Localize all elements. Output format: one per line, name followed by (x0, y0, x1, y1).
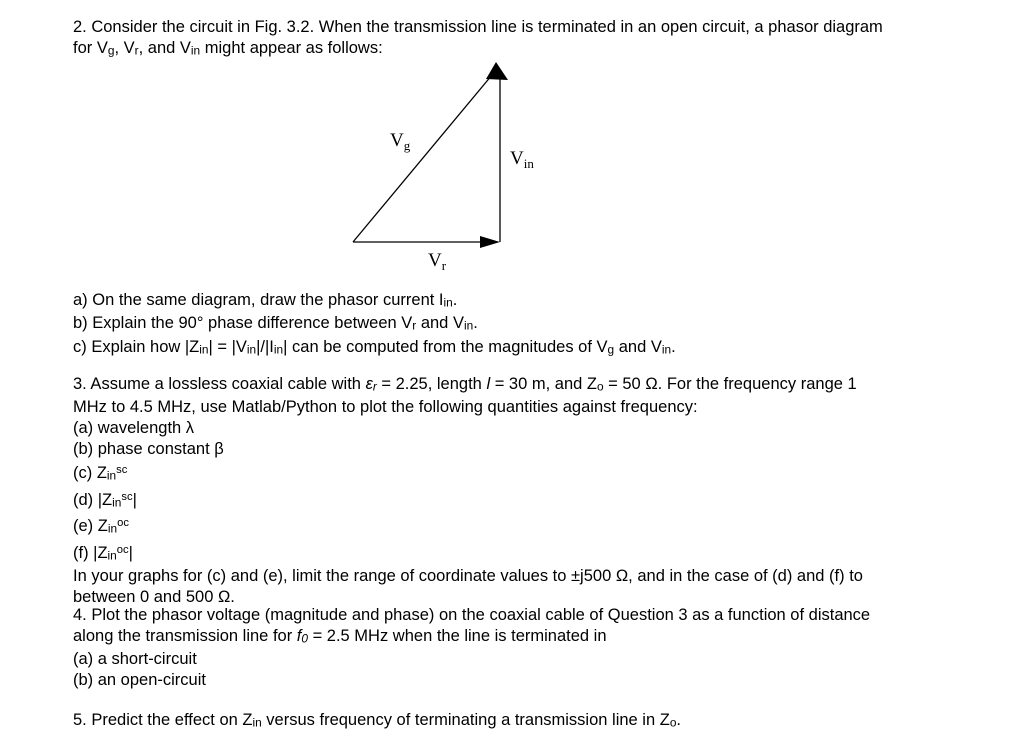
phasor-vg-line (353, 75, 492, 242)
q2-part-b: b) Explain the 90° phase difference between Vr and Vin. (73, 314, 478, 333)
q5-line-1: 5. Predict the effect on Zin versus frequency of terminating a transmission line in Zo. (73, 711, 682, 730)
q3-line-2: MHz to 4.5 MHz, use Matlab/Python to plot the following quantities against frequency: (73, 398, 698, 417)
q3-line-4: between 0 and 500 Ω. (73, 588, 235, 607)
q3-line-1: 3. Assume a lossless coaxial cable with εr = 2.25, length l = 30 m, and Zo = 50 Ω. For the frequency range 1 (73, 375, 857, 394)
q4-line-2: along the transmission line for f0 = 2.5 MHz when the line is terminated in (73, 627, 607, 646)
label-vin: $V_{in}$ (510, 148, 534, 171)
question-5-text (73, 710, 993, 733)
phasor-vr-arrowhead (480, 236, 500, 248)
q3-item-d: (d) |Zin$^{sc}$| (73, 490, 137, 510)
q3-item-a: (a) wavelength λ (73, 419, 195, 438)
q2-part-c: c) Explain how |Zin| = |Vin|/|Iin| can be computed from the magnitudes of Vg and Vin. (73, 337, 676, 357)
label-vg: $V_g$ (390, 130, 411, 153)
phasor-vg-vin-arrowhead (486, 62, 508, 80)
q3-item-e: (e) Zin$^{oc}$ (73, 517, 129, 536)
question-2-parts (73, 290, 993, 360)
phasor-diagram (0, 0, 1024, 300)
q3-line-3: In your graphs for (c) and (e), limit the range of coordinate values to ±j500 Ω, and in the case of (d) and (f) to (73, 567, 863, 586)
question-3-text (73, 374, 993, 608)
q3-item-b: (b) phase constant β (73, 440, 224, 459)
q3-item-c: (c) Zin$^{sc}$ (73, 464, 128, 483)
q2-part-a: a) On the same diagram, draw the phasor current Iin. (73, 291, 458, 310)
q4-item-a: (a) a short-circuit (73, 650, 197, 669)
q2-line-2: for Vg, Vr, and Vin might appear as follows: (73, 39, 383, 58)
q4-item-b: (b) an open-circuit (73, 671, 206, 690)
q4-line-1: 4. Plot the phasor voltage (magnitude and phase) on the coaxial cable of Question 3 as a function of distance (73, 606, 871, 624)
question-4-text (73, 605, 993, 691)
q2-line-1: 2. Consider the circuit in Fig. 3.2. When the transmission line is terminated in an open circuit, a phasor diagram (73, 18, 883, 36)
q3-item-f: (f) |Zin$^{oc}$| (73, 543, 133, 563)
label-vr: $V_r$ (428, 250, 447, 273)
